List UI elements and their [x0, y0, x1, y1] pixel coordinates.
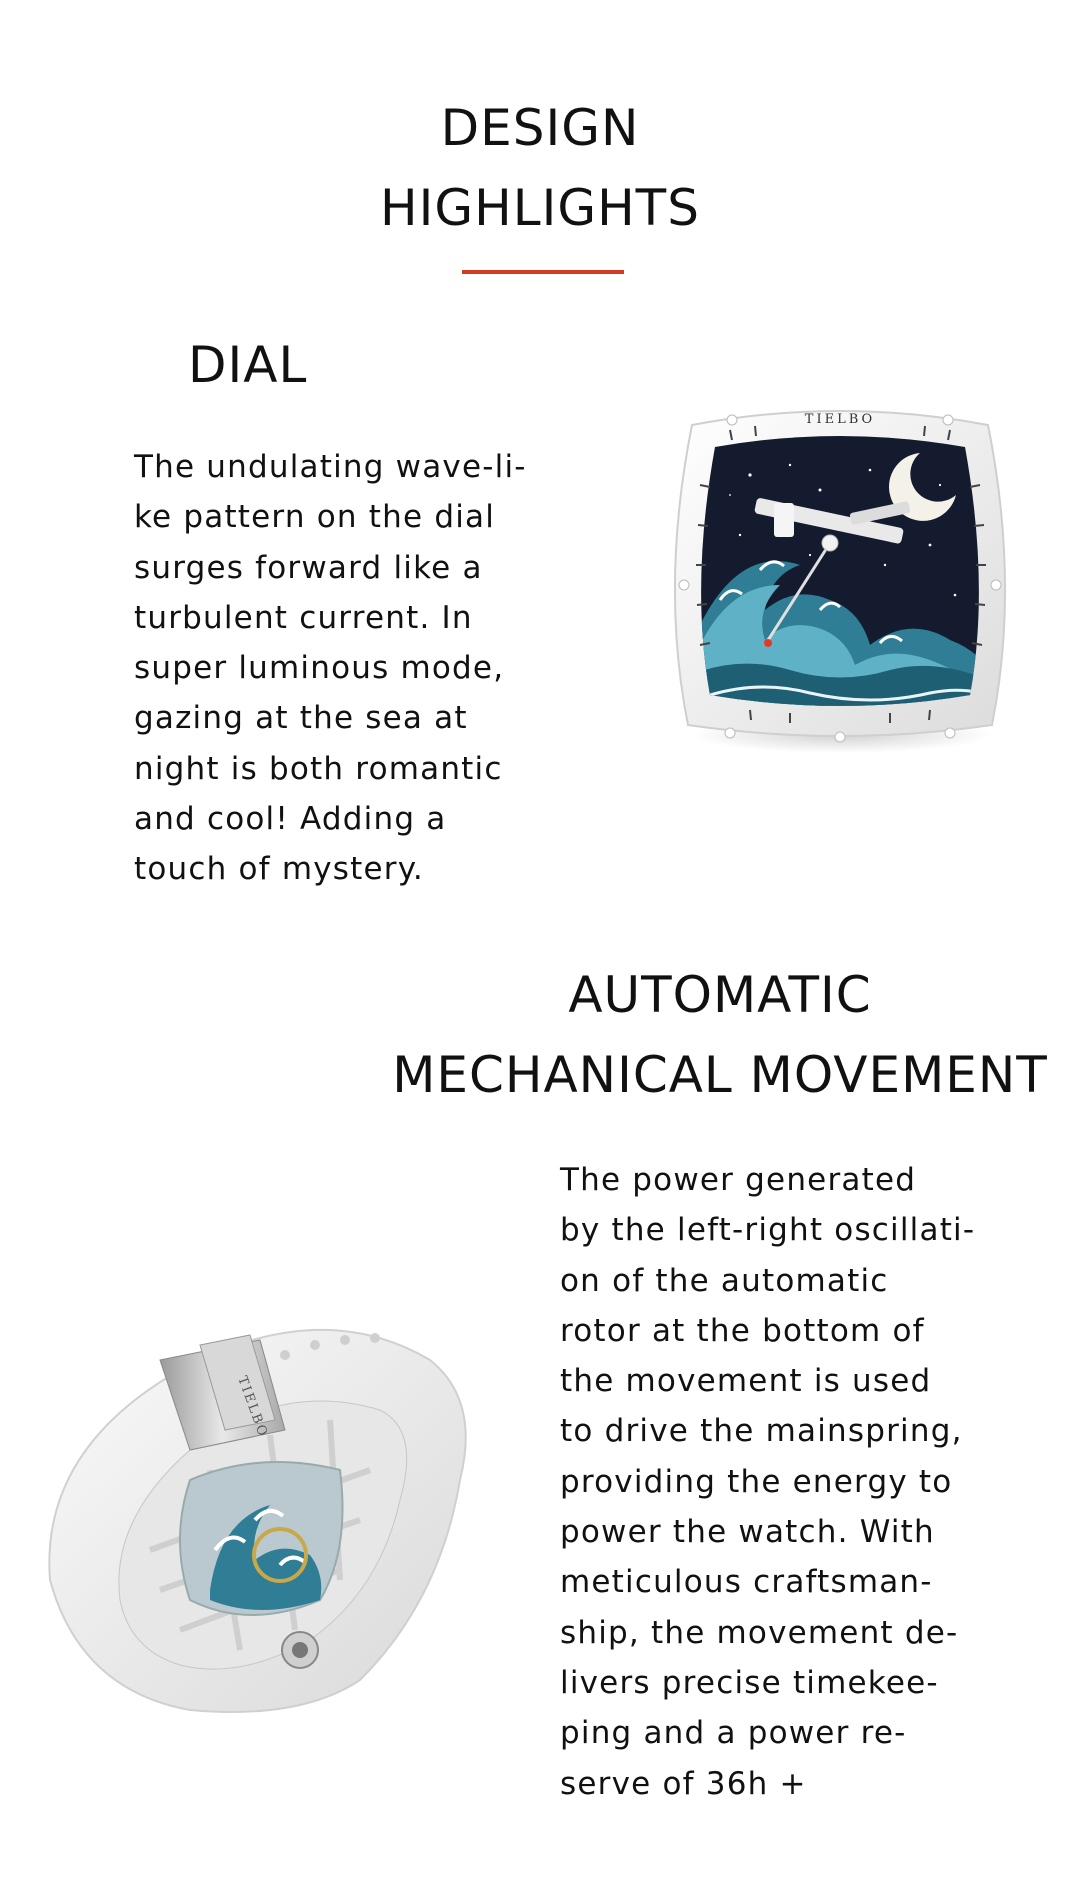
title-accent-divider: [462, 270, 624, 274]
movement-text-line: on of the automatic: [560, 1262, 889, 1299]
dial-text-line: night is both romantic: [134, 750, 503, 787]
dial-brand-mark: TIELBO: [804, 412, 876, 427]
dial-text-line: ke pattern on the dial: [134, 499, 496, 536]
movement-text-line: ping and a power re-: [560, 1715, 907, 1752]
page-title: [0, 88, 1080, 248]
movement-text-line: ship, the movement de-: [560, 1614, 959, 1651]
movement-heading: [380, 955, 1060, 1115]
page-title-line-2: HIGHLIGHTS: [380, 179, 700, 237]
dial-heading: DIAL: [188, 336, 308, 394]
watch-dial-wave-moon-icon: [670, 395, 1010, 765]
strap-brand-mark: TIELBO: [234, 1374, 271, 1440]
dial-text-line: gazing at the sea at: [134, 700, 468, 737]
dial-text-line: turbulent current. In: [134, 599, 473, 636]
movement-text-line: meticulous craftsman-: [560, 1564, 933, 1601]
watch-dial-image: [670, 395, 1010, 765]
dial-description: [134, 442, 527, 895]
movement-text-line: serve of 36h +: [560, 1765, 807, 1802]
page-title-line-1: DESIGN: [440, 99, 640, 157]
movement-text-line: rotor at the bottom of: [560, 1312, 925, 1349]
movement-heading-line-2: MECHANICAL MOVEMENT: [392, 1046, 1048, 1104]
movement-heading-line-1: AUTOMATIC: [568, 966, 872, 1024]
watch-strap-caseback-icon: [40, 1300, 510, 1720]
movement-description: [560, 1155, 975, 1809]
movement-text-line: providing the energy to: [560, 1463, 953, 1500]
movement-text-line: power the watch. With: [560, 1514, 935, 1551]
dial-text-line: The undulating wave-li-: [134, 449, 527, 485]
dial-text-line: surges forward like a: [134, 549, 483, 586]
movement-text-line: to drive the mainspring,: [560, 1413, 963, 1450]
movement-text-line: the movement is used: [560, 1363, 932, 1400]
movement-text-line: The power generated: [560, 1162, 917, 1198]
dial-text-line: and cool! Adding a: [134, 801, 447, 838]
movement-text-line: by the left-right oscillati-: [560, 1212, 976, 1249]
dial-text-line: super luminous mode,: [134, 650, 505, 687]
movement-text-line: livers precise timekee-: [560, 1664, 939, 1701]
watch-strap-image: [40, 1300, 510, 1720]
dial-text-line: touch of mystery.: [134, 851, 424, 888]
